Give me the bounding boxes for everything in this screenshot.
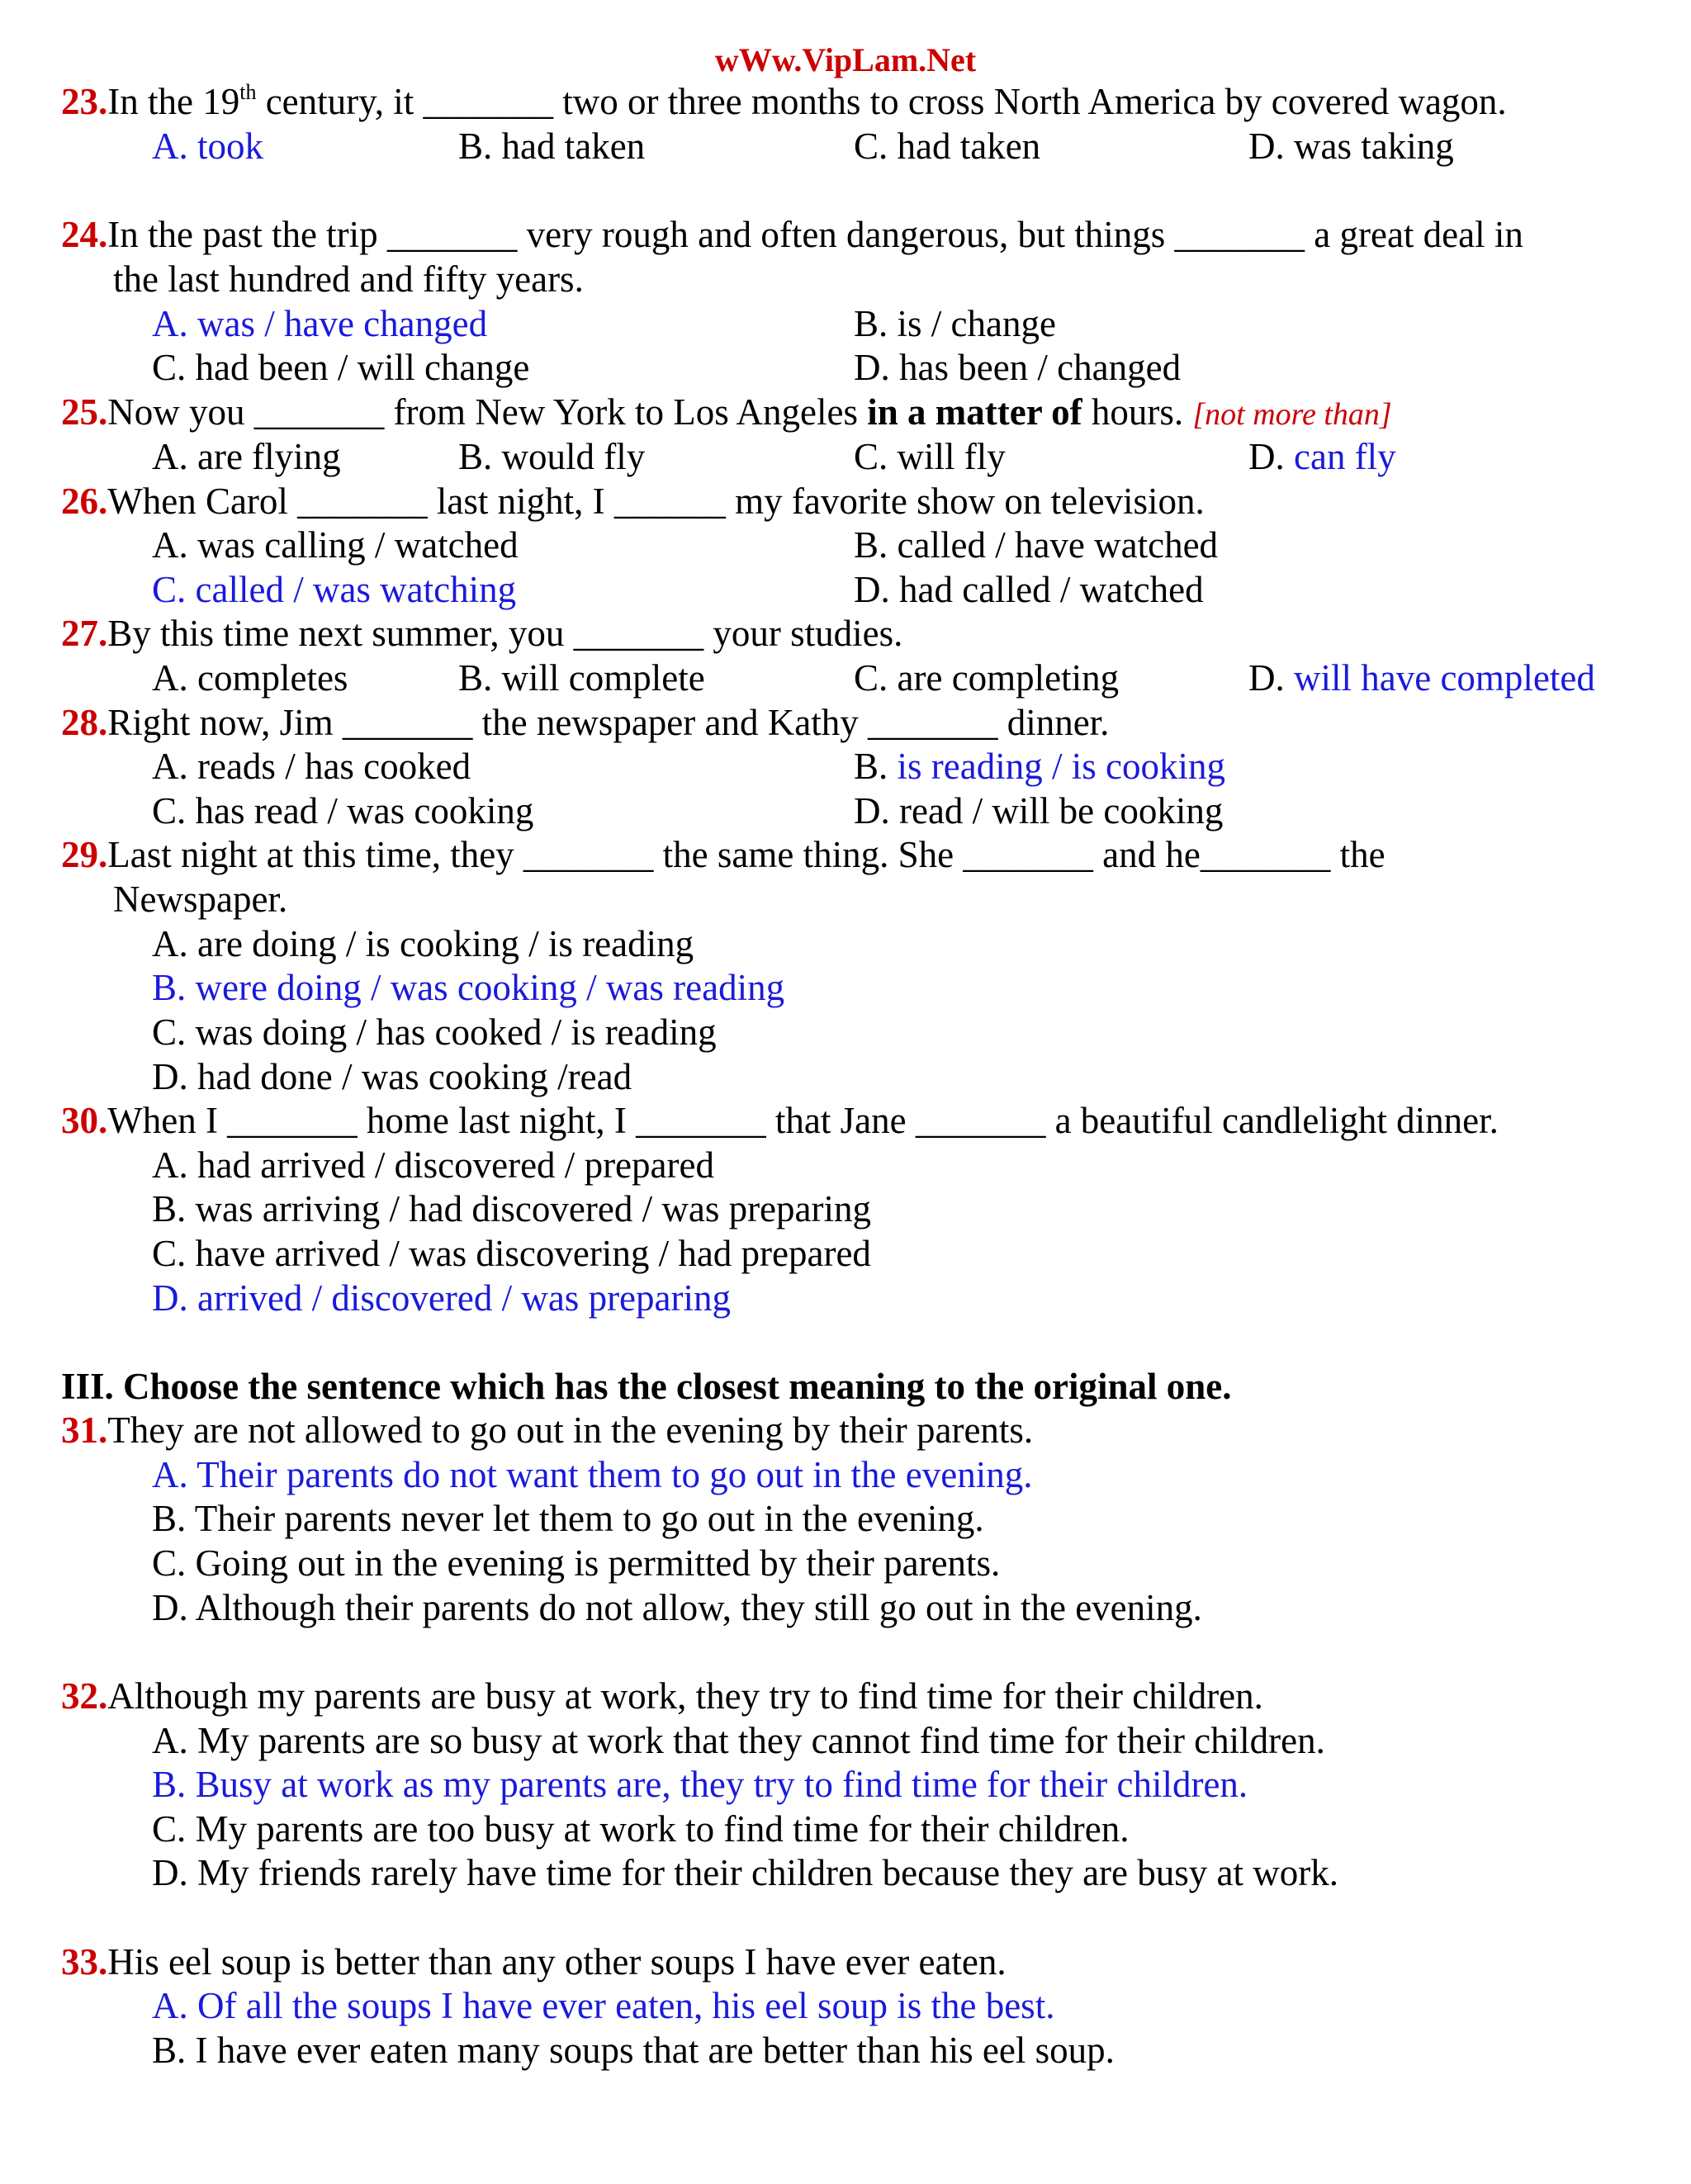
option-c: C. called / was watching xyxy=(152,569,517,610)
question-24 xyxy=(61,212,1523,257)
question-text: century, it _______ two or three months to cross North America by covered wagon. xyxy=(256,81,1507,122)
option-answer: can fly xyxy=(1294,436,1396,477)
question-33 xyxy=(61,1940,1007,1984)
option-a: A. had arrived / discovered / prepared xyxy=(152,1144,714,1186)
question-29 xyxy=(61,832,1385,877)
option-b: B. Their parents never let them to go out in the evening. xyxy=(152,1498,984,1539)
question-text-cont: Newspaper. xyxy=(113,879,288,920)
option-b: B. called / have watched xyxy=(854,524,1219,566)
question-text: Last night at this time, they _______ the same thing. She _______ and he_______ the xyxy=(107,834,1385,875)
option-letter: B. xyxy=(854,746,898,787)
option-d: D. read / will be cooking xyxy=(854,790,1224,831)
option-b: B. is / change xyxy=(854,303,1056,344)
question-number: 25. xyxy=(61,391,108,433)
question-text: In the 19 xyxy=(107,81,240,122)
option-b: B. would fly xyxy=(458,436,646,477)
option-a: A. are doing / is cooking / is reading xyxy=(152,923,694,964)
question-text: They are not allowed to go out in the evening by their parents. xyxy=(107,1409,1034,1451)
question-text: Although my parents are busy at work, they try to find time for their children. xyxy=(107,1675,1263,1717)
option-d xyxy=(1248,656,1595,700)
option-letter: D. xyxy=(1248,436,1294,477)
option-d: D. My friends rarely have time for their children because they are busy at work. xyxy=(152,1852,1338,1893)
question-text: In the past the trip _______ very rough and often dangerous, but things _______ a great deal in xyxy=(107,214,1523,255)
option-c: C. My parents are too busy at work to find time for their children. xyxy=(152,1808,1130,1850)
option-b xyxy=(854,744,1225,789)
question-text: Now you _______ from New York to Los Angeles xyxy=(107,391,868,433)
superscript: th xyxy=(239,80,257,104)
question-text: hours. xyxy=(1082,391,1193,433)
section-heading: III. Choose the sentence which has the closest meaning to the original one. xyxy=(61,1366,1232,1407)
question-number: 31. xyxy=(61,1409,108,1451)
question-text: When I _______ home last night, I _______ that Jane _______ a beautiful candlelight dinner. xyxy=(107,1100,1499,1141)
question-number: 33. xyxy=(61,1941,108,1983)
option-d: D. was taking xyxy=(1248,126,1454,167)
option-b: B. was arriving / had discovered / was preparing xyxy=(152,1188,871,1229)
option-d: D. had done / was cooking /read xyxy=(152,1056,632,1097)
option-d: D. arrived / discovered / was preparing xyxy=(152,1277,731,1319)
question-number: 27. xyxy=(61,613,108,654)
option-d: D. has been / changed xyxy=(854,347,1182,388)
question-23 xyxy=(61,79,1507,124)
option-d: D. Although their parents do not allow, they still go out in the evening. xyxy=(152,1587,1202,1628)
question-27 xyxy=(61,611,902,656)
option-a: A. reads / has cooked xyxy=(152,746,471,787)
question-26 xyxy=(61,479,1205,523)
site-header: wWw.VipLam.Net xyxy=(714,41,977,78)
option-b: B. I have ever eaten many soups that are better than his eel soup. xyxy=(152,2030,1115,2071)
question-30 xyxy=(61,1098,1499,1143)
option-a: A. was / have changed xyxy=(152,303,488,344)
hint-note: [not more than] xyxy=(1192,397,1392,432)
question-25 xyxy=(61,390,1392,437)
question-31 xyxy=(61,1408,1033,1452)
question-number: 23. xyxy=(61,81,108,122)
question-28 xyxy=(61,700,1109,745)
option-answer: is reading / is cooking xyxy=(897,746,1225,787)
option-b: B. will complete xyxy=(458,657,705,699)
option-a: A. Of all the soups I have ever eaten, his eel soup is the best. xyxy=(152,1985,1055,2026)
option-c: C. are completing xyxy=(854,657,1120,699)
option-c: C. Going out in the evening is permitted by their parents. xyxy=(152,1542,1001,1584)
option-d xyxy=(1248,434,1396,479)
question-32 xyxy=(61,1674,1263,1718)
option-letter: D. xyxy=(1248,657,1294,699)
option-b: B. had taken xyxy=(458,126,646,167)
question-text: Right now, Jim _______ the newspaper and Kathy _______ dinner. xyxy=(107,702,1110,743)
option-a: A. took xyxy=(152,126,263,167)
question-text: When Carol _______ last night, I ______ my favorite show on television. xyxy=(107,481,1205,522)
option-answer: will have completed xyxy=(1294,657,1595,699)
question-text: By this time next summer, you _______ your studies. xyxy=(107,613,903,654)
option-a: A. are flying xyxy=(152,436,341,477)
option-c: C. had been / will change xyxy=(152,347,530,388)
option-d: D. had called / watched xyxy=(854,569,1204,610)
option-c: C. was doing / has cooked / is reading xyxy=(152,1011,717,1053)
question-number: 30. xyxy=(61,1100,108,1141)
option-b: B. Busy at work as my parents are, they try to find time for their children. xyxy=(152,1764,1248,1805)
question-number: 32. xyxy=(61,1675,108,1717)
question-text: His eel soup is better than any other soups I have ever eaten. xyxy=(107,1941,1007,1983)
option-c: C. had taken xyxy=(854,126,1041,167)
question-number: 26. xyxy=(61,481,108,522)
question-number: 29. xyxy=(61,834,108,875)
option-a: A. completes xyxy=(152,657,348,699)
option-a: A. Their parents do not want them to go out in the evening. xyxy=(152,1454,1033,1495)
option-c: C. will fly xyxy=(854,436,1006,477)
question-phrase: in a matter of xyxy=(867,391,1082,433)
question-text-cont: the last hundred and fifty years. xyxy=(113,258,584,300)
question-number: 24. xyxy=(61,214,108,255)
option-a: A. My parents are so busy at work that they cannot find time for their children. xyxy=(152,1720,1325,1761)
option-c: C. have arrived / was discovering / had prepared xyxy=(152,1233,871,1274)
option-a: A. was calling / watched xyxy=(152,524,519,566)
option-b: B. were doing / was cooking / was reading xyxy=(152,967,785,1008)
option-c: C. has read / was cooking xyxy=(152,790,534,831)
question-number: 28. xyxy=(61,702,108,743)
